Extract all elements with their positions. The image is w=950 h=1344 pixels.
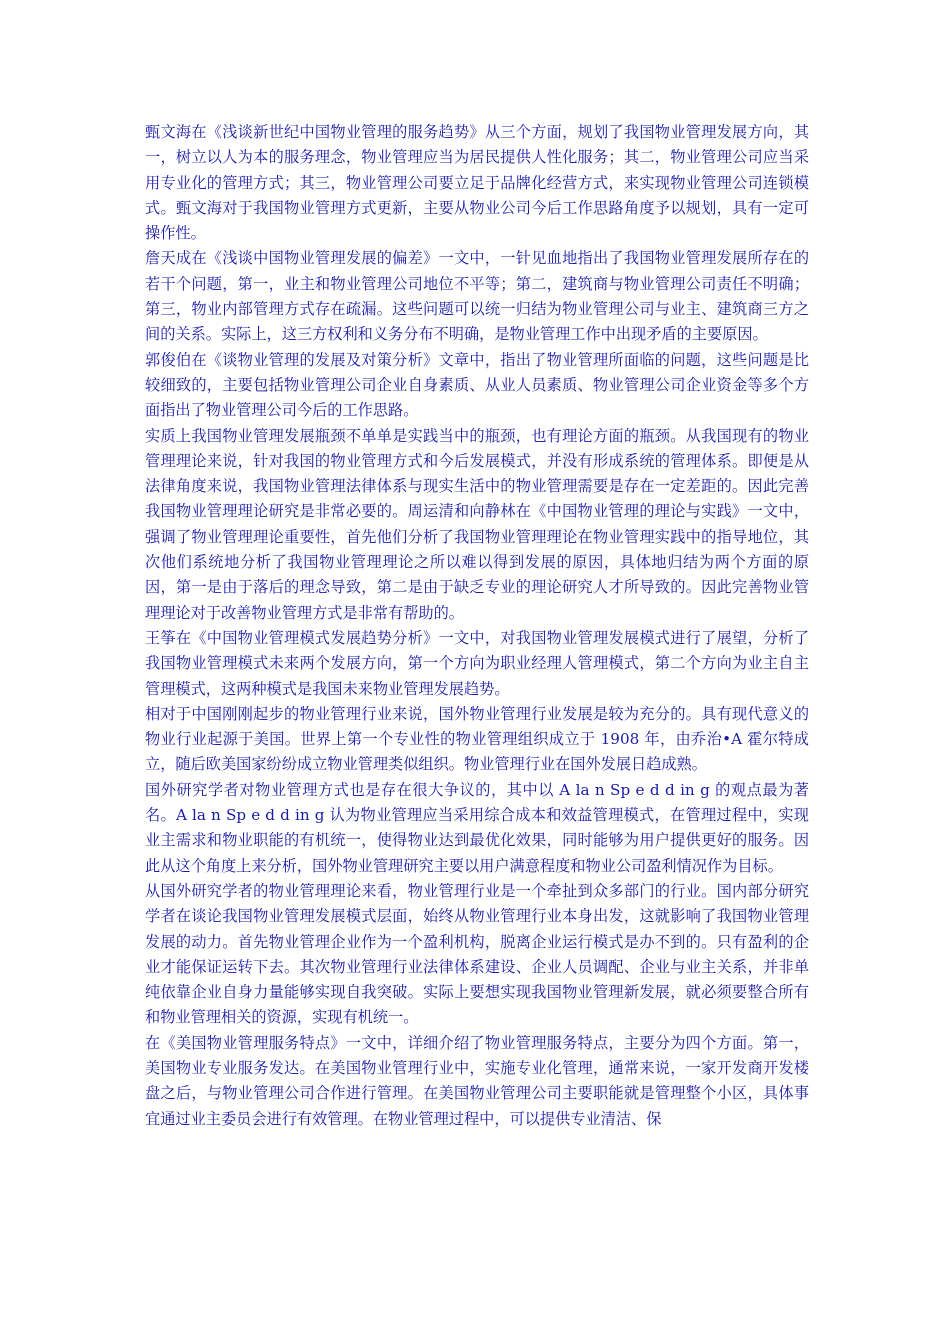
paragraph-3: 郭俊伯在《谈物业管理的发展及对策分析》文章中，指出了物业管理所面临的问题，这些问题是比较细致的，主要包括物业管理公司企业自身素质、从业人员素质、物业管理公司企业资金等多个方面指出了物业管理公司今后的工作思路。 — [145, 350, 809, 420]
paragraph-6: 相对于中国刚刚起步的物业管理行业来说，国外物业管理行业发展是较为充分的。具有现代意义的物业行业起源于美国。世界上第一个专业性的物业管理组织成立于 1908 年，由乔治•A 霍尔特成立，随后欧美国家纷纷成立物业管理类似组织。物业管理行业在国外发展日趋成熟。 — [145, 704, 809, 774]
paragraph-8: 从国外研究学者的物业管理理论来看，物业管理行业是一个牵扯到众多部门的行业。国内部分研究学者在谈论我国物业管理发展模式层面，始终从物业管理行业本身出发，这就影响了我国物业管理发展的动力。首先物业管理企业作为一个盈利机构，脱离企业运行模式是办不到的。只有盈利的企业才能保证运转下去。其次物业管理行业法律体系建设、企业人员调配、企业与业主关系，并非单纯依靠企业自身力量能够实现自我突破。实际上要想实现我国物业管理新发展，就必须要整合所有和物业管理相关的资源，实现有机统一。 — [145, 881, 809, 1027]
paragraph-1: 甄文海在《浅谈新世纪中国物业管理的服务趋势》从三个方面，规划了我国物业管理发展方向，其一，树立以人为本的服务理念，物业管理应当为居民提供人性化服务；其二，物业管理公司应当采用专业化的管理方式；其三，物业管理公司要立足于品牌化经营方式，来实现物业管理公司连锁模式。甄文海对于我国物业管理方式更新，主要从物业公司今后工作思路角度予以规划，具有一定可操作性。 — [145, 123, 809, 243]
paragraph-9: 在《美国物业管理服务特点》一文中，详细介绍了物业管理服务特点，主要分为四个方面。第一，美国物业专业服务发达。在美国物业管理行业中，实施专业化管理，通常来说，一家开发商开发楼盘之后，与物业管理公司合作进行管理。在美国物业管理公司主要职能就是管理整个小区，具体事宜通过业主委员会进行有效管理。在物业管理过程中，可以提供专业清洁、保 — [145, 1033, 809, 1128]
paragraph-7: 国外研究学者对物业管理方式也是存在很大争议的，其中以 A la n Sp e d d in g 的观点最为著名。A la n Sp e d d in g 认为物业管理应当采用综合成本和效益管理模式，在管理过程中，实现业主需求和物业职能的有机统一，使得物业达到最优化效果，同时能够为用户提供更好的服务。因此从这个角度上来分析，国外物业管理研究主要以用户满意程度和物业公司盈利情况作为目标。 — [145, 780, 809, 875]
paragraph-2: 詹天成在《浅谈中国物业管理发展的偏差》一文中，一针见血地指出了我国物业管理发展所存在的若干个问题，第一，业主和物业管理公司地位不平等；第二，建筑商与物业管理公司责任不明确；第三，物业内部管理方式存在疏漏。这些问题可以统一归结为物业管理公司与业主、建筑商三方之间的关系。实际上，这三方权利和义务分布不明确，是物业管理工作中出现矛盾的主要原因。 — [145, 249, 809, 344]
paragraph-5: 王筝在《中国物业管理模式发展趋势分析》一文中，对我国物业管理发展模式进行了展望，分析了我国物业管理模式未来两个发展方向，第一个方向为职业经理人管理模式，第二个方向为业主自主管理模式，这两种模式是我国未来物业管理发展趋势。 — [145, 628, 809, 698]
document-body — [145, 120, 809, 1132]
paragraph-4: 实质上我国物业管理发展瓶颈不单单是实践当中的瓶颈，也有理论方面的瓶颈。从我国现有的物业管理理论来说，针对我国的物业管理方式和今后发展模式，并没有形成系统的管理体系。即便是从法律角度来说，我国物业管理法律体系与现实生活中的物业管理需要是存在一定差距的。因此完善我国物业管理理论研究是非常必要的。周运清和向静林在《中国物业管理的理论与实践》一文中，强调了物业管理理论重要性，首先他们分析了我国物业管理理论在物业管理实践中的指导地位，其次他们系统地分析了我国物业管理理论之所以难以得到发展的原因，具体地归结为两个方面的原因，第一是由于落后的理念导致，第二是由于缺乏专业的理论研究人才所导致的。因此完善物业管理理论对于改善物业管理方式是非常有帮助的。 — [145, 426, 809, 622]
